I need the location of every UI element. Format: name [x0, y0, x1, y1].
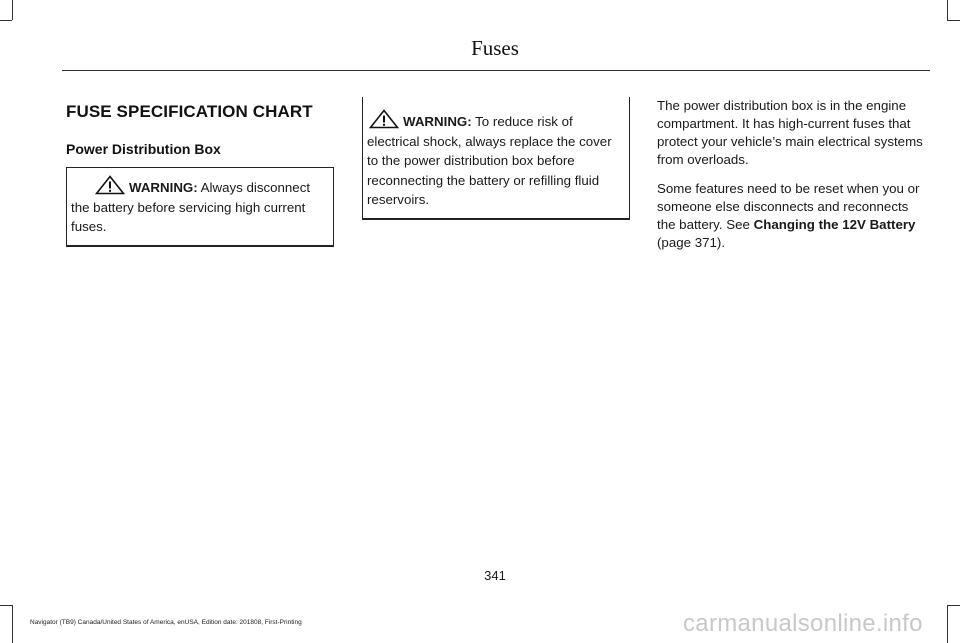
- crop-mark: [947, 20, 960, 21]
- header-rule: [62, 70, 930, 71]
- crop-mark: [0, 605, 12, 606]
- paragraph: The power distribution box is in the engine compartment. It has high-current fuses that protect your vehicle’s main electrical systems from overloads.: [657, 98, 923, 167]
- warning-text: To reduce risk of electrical shock, always replace the cover to the power distribution box before reconnecting the battery or refilling fluid reservoirs.: [367, 114, 612, 207]
- crop-mark: [12, 605, 13, 643]
- page-header-title: Fuses: [471, 36, 519, 60]
- middle-column: [362, 97, 630, 220]
- subsection-title: Power Distribution Box: [66, 141, 221, 157]
- crop-mark: [947, 605, 948, 643]
- warning-label: WARNING:: [403, 114, 472, 129]
- warning-text: Always disconnect the battery before servicing high current fuses.: [71, 180, 311, 234]
- crop-mark: [0, 20, 12, 21]
- crop-mark: [947, 605, 960, 606]
- watermark: carmanualsonline.info: [683, 610, 923, 637]
- section-title: FUSE SPECIFICATION CHART: [66, 102, 313, 121]
- paragraph-text: (page 371).: [657, 235, 726, 250]
- paragraph: [657, 180, 929, 252]
- crop-mark: [12, 0, 13, 20]
- warning-box: [66, 167, 334, 247]
- page-number: 341: [484, 568, 506, 583]
- left-column: [66, 96, 336, 247]
- warning-triangle-icon: [369, 109, 399, 129]
- crop-mark: [947, 0, 948, 20]
- warning-triangle-icon: [95, 175, 125, 195]
- cross-reference-link[interactable]: Changing the 12V Battery: [753, 217, 916, 232]
- warning-label: WARNING:: [129, 180, 198, 195]
- footer-edition-info: Navigator (TB9) Canada/United States of America, enUSA, Edition date: 201808, First-Printing: [30, 619, 302, 626]
- warning-box: [362, 97, 630, 220]
- paragraph-text: Some features need to be reset when you or someone else disconnects and reconnects the battery. See: [657, 181, 920, 232]
- right-column: [657, 97, 929, 263]
